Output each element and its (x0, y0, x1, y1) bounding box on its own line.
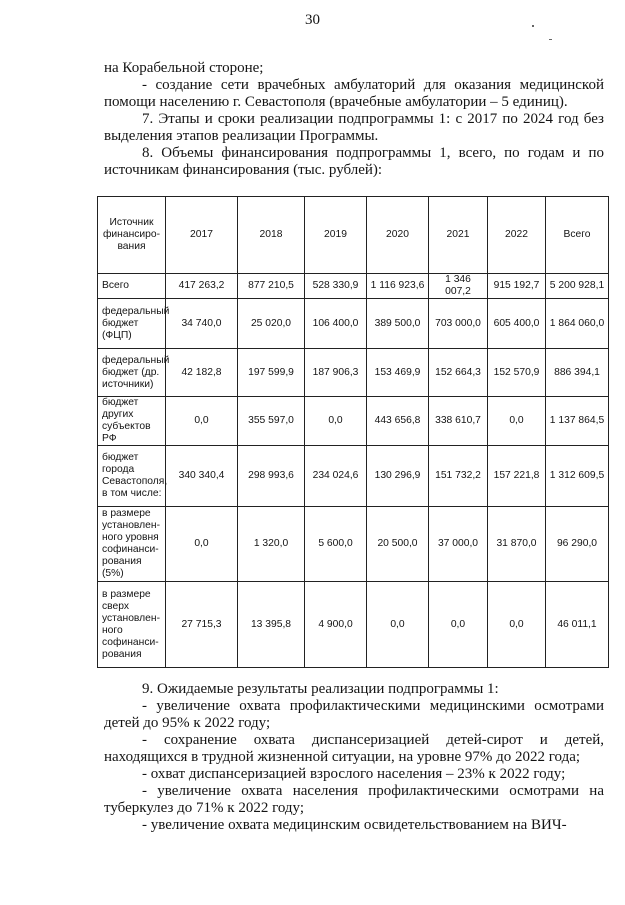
value-cell: 915 192,7 (488, 274, 546, 299)
header-cell: 2022 (488, 197, 546, 274)
paragraph: - увеличение охвата профилактическими медицинскими осмотрами детей до 95% к 2022 году; (104, 698, 604, 731)
table-header-row (98, 197, 609, 274)
value-cell: 157 221,8 (488, 446, 546, 507)
value-cell: 0,0 (166, 507, 238, 582)
value-cell: 1 864 060,0 (546, 299, 609, 349)
value-cell: 338 610,7 (429, 397, 488, 446)
paragraph: 8. Объемы финансирования подпрограммы 1, всего, по годам и по источникам финансирования (тыс. рублей): (104, 145, 604, 178)
value-cell: 1 137 864,5 (546, 397, 609, 446)
value-cell: 37 000,0 (429, 507, 488, 582)
financing-table (97, 196, 609, 668)
paragraph: - охват диспансеризацией взрослого населения – 23% к 2022 году; (142, 766, 566, 782)
value-cell: 1 312 609,5 (546, 446, 609, 507)
table-row (98, 274, 609, 299)
value-cell: 187 906,3 (305, 349, 367, 397)
value-cell: 96 290,0 (546, 507, 609, 582)
value-cell: 234 024,6 (305, 446, 367, 507)
paragraph: - увеличение охвата населения профилактическими осмотрами на туберкулез до 71% к 2022 году; (104, 783, 604, 816)
value-cell: 340 340,4 (166, 446, 238, 507)
source-cell: бюджет других субъектов РФ (98, 397, 166, 446)
value-cell: 417 263,2 (166, 274, 238, 299)
value-cell: 153 469,9 (367, 349, 429, 397)
source-cell: в размере сверх установлен-ного софинанси-рования (98, 582, 166, 668)
value-cell: 31 870,0 (488, 507, 546, 582)
value-cell: 0,0 (367, 582, 429, 668)
value-cell: 703 000,0 (429, 299, 488, 349)
header-cell: 2018 (238, 197, 305, 274)
value-cell: 152 570,9 (488, 349, 546, 397)
value-cell: 0,0 (305, 397, 367, 446)
value-cell: 0,0 (166, 397, 238, 446)
header-cell: 2019 (305, 197, 367, 274)
page-number: 30 (305, 12, 320, 28)
intro-text (104, 60, 604, 179)
scan-speck (532, 25, 534, 27)
header-cell: Источник финансиро-вания (98, 197, 166, 274)
paragraph: - создание сети врачебных амбулаторий для оказания медицинской помощи населению г. Севастополя (врачебные амбулатории – 5 единиц). (104, 77, 604, 110)
value-cell: 1 346 007,2 (429, 274, 488, 299)
value-cell: 106 400,0 (305, 299, 367, 349)
source-cell: Всего (98, 274, 166, 299)
table-row (98, 507, 609, 582)
value-cell: 27 715,3 (166, 582, 238, 668)
value-cell: 1 320,0 (238, 507, 305, 582)
source-cell: в размере установлен-ного уровня софинанси-рования (5%) (98, 507, 166, 582)
value-cell: 25 020,0 (238, 299, 305, 349)
value-cell: 443 656,8 (367, 397, 429, 446)
value-cell: 1 116 923,6 (367, 274, 429, 299)
table-row (98, 397, 609, 446)
value-cell: 389 500,0 (367, 299, 429, 349)
value-cell: 152 664,3 (429, 349, 488, 397)
scan-speck (549, 39, 552, 40)
results-text (104, 681, 604, 834)
value-cell: 298 993,6 (238, 446, 305, 507)
value-cell: 355 597,0 (238, 397, 305, 446)
value-cell: 34 740,0 (166, 299, 238, 349)
source-cell: федеральный бюджет (др. источники) (98, 349, 166, 397)
source-cell: бюджет города Севастополя, в том числе: (98, 446, 166, 507)
table-row (98, 582, 609, 668)
value-cell: 5 600,0 (305, 507, 367, 582)
value-cell: 13 395,8 (238, 582, 305, 668)
value-cell: 886 394,1 (546, 349, 609, 397)
paragraph: - увеличение охвата медицинским освидетельствованием на ВИЧ- (142, 817, 567, 833)
table-row (98, 299, 609, 349)
header-cell: 2017 (166, 197, 238, 274)
value-cell: 0,0 (488, 582, 546, 668)
table-row (98, 349, 609, 397)
value-cell: 4 900,0 (305, 582, 367, 668)
value-cell: 877 210,5 (238, 274, 305, 299)
value-cell: 0,0 (429, 582, 488, 668)
value-cell: 42 182,8 (166, 349, 238, 397)
header-cell: 2020 (367, 197, 429, 274)
paragraph: на Корабельной стороне; (104, 60, 264, 76)
paragraph: - сохранение охвата диспансеризацией детей-сирот и детей, находящихся в трудной жизненной ситуации, на уровне 97% до 2022 года; (104, 732, 604, 765)
value-cell: 46 011,1 (546, 582, 609, 668)
value-cell: 605 400,0 (488, 299, 546, 349)
paragraph: 9. Ожидаемые результаты реализации подпрограммы 1: (142, 681, 499, 697)
value-cell: 5 200 928,1 (546, 274, 609, 299)
value-cell: 0,0 (488, 397, 546, 446)
value-cell: 151 732,2 (429, 446, 488, 507)
header-cell: 2021 (429, 197, 488, 274)
table-row (98, 446, 609, 507)
paragraph: 7. Этапы и сроки реализации подпрограммы 1: с 2017 по 2024 год без выделения этапов реализации Программы. (104, 111, 604, 144)
header-cell: Всего (546, 197, 609, 274)
source-cell: федеральный бюджет (ФЦП) (98, 299, 166, 349)
value-cell: 130 296,9 (367, 446, 429, 507)
value-cell: 20 500,0 (367, 507, 429, 582)
value-cell: 197 599,9 (238, 349, 305, 397)
value-cell: 528 330,9 (305, 274, 367, 299)
